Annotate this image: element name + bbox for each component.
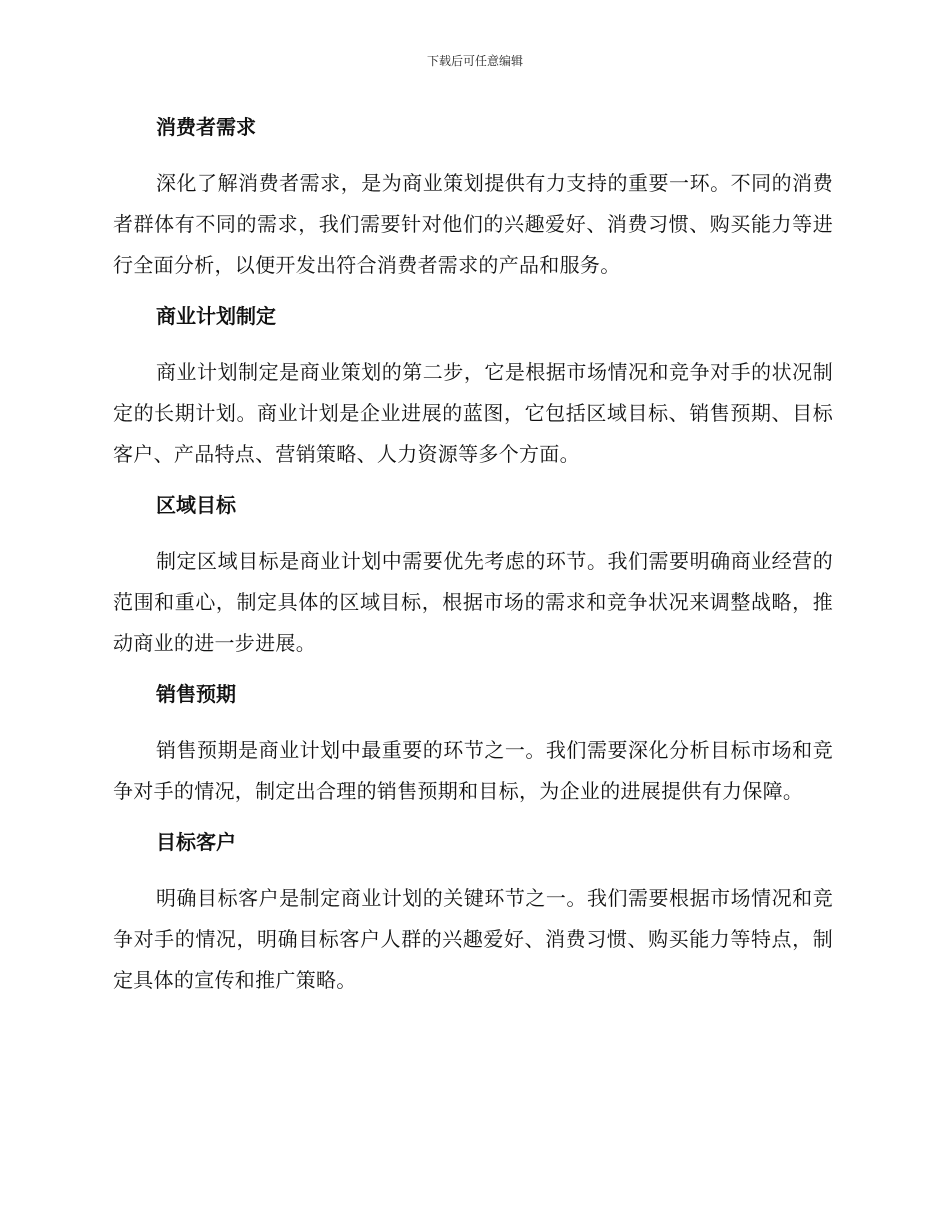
section-title: 商业计划制定 — [156, 304, 276, 328]
section-target-customers — [113, 826, 833, 1001]
section-consumer-demand — [113, 111, 833, 286]
section-title: 区域目标 — [156, 493, 236, 517]
section-title: 销售预期 — [156, 682, 236, 706]
section-paragraph: 商业计划制定是商业策划的第二步，它是根据市场情况和竞争对手的状况制定的长期计划。商业计划是企业进展的蓝图，它包括区域目标、销售预期、目标客户、产品特点、营销策略、人力资源等多个方面。 — [113, 360, 833, 466]
page-header: 下载后可任意编辑 — [426, 54, 523, 68]
section-regional-goals — [113, 489, 833, 664]
section-business-plan — [113, 300, 833, 475]
section-paragraph: 深化了解消费者需求，是为商业策划提供有力支持的重要一环。不同的消费者群体有不同的需求，我们需要针对他们的兴趣爱好、消费习惯、购买能力等进行全面分析，以便开发出符合消费者需求的产品和服务。 — [113, 171, 833, 277]
section-title: 目标客户 — [156, 830, 236, 854]
document-content — [113, 111, 833, 1015]
section-paragraph: 明确目标客户是制定商业计划的关键环节之一。我们需要根据市场情况和竞争对手的情况，明确目标客户人群的兴趣爱好、消费习惯、购买能力等特点，制定具体的宣传和推广策略。 — [113, 886, 833, 992]
section-paragraph: 销售预期是商业计划中最重要的环节之一。我们需要深化分析目标市场和竞争对手的情况，制定出合理的销售预期和目标，为企业的进展提供有力保障。 — [113, 738, 833, 803]
section-sales-forecast — [113, 678, 833, 812]
section-paragraph: 制定区域目标是商业计划中需要优先考虑的环节。我们需要明确商业经营的范围和重心，制定具体的区域目标，根据市场的需求和竞争状况来调整战略，推动商业的进一步进展。 — [113, 549, 833, 655]
section-title: 消费者需求 — [156, 115, 256, 139]
